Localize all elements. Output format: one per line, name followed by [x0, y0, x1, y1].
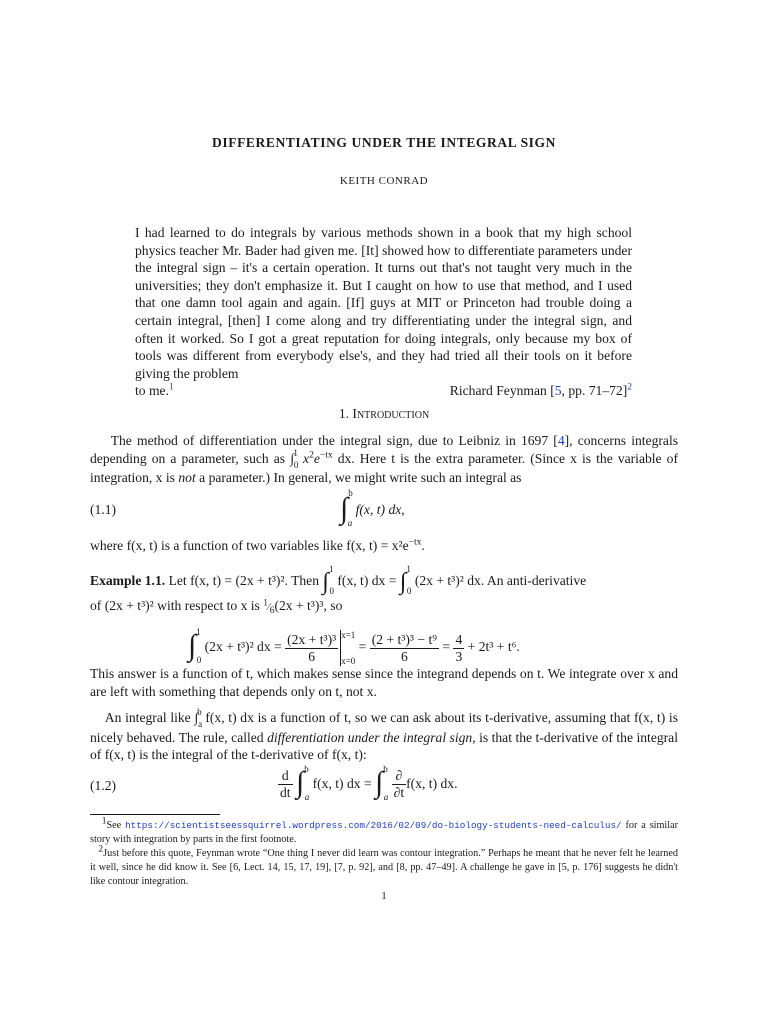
example-label: Example 1.1.: [90, 573, 166, 588]
epigraph-quote: [135, 224, 632, 400]
example-line-2: of (2x + t³)² with respect to x is $^1⁄_6(2x + t^3)^3$, so: [90, 598, 343, 616]
citation-5[interactable]: 5: [554, 383, 562, 399]
footnote-mark-1[interactable]: 1: [168, 382, 174, 393]
example-display-equation: ∫$^1_0$ (2x + t³)² dx = $\frac{\text{(2x + t³)³}}{6}$ x=1 x=0 = $\frac{\text{(2 + t³)³ − t⁹}}{6}$ = $\frac{4}{3}$ + 2t³ + t⁶.: [188, 627, 520, 666]
section-heading: 1. Introduction: [338, 406, 430, 421]
paper-title: DIFFERENTIATING UNDER THE INTEGRAL SIGN: [212, 135, 556, 150]
quote-end: to me.: [135, 383, 169, 399]
quote-attribution: Richard Feynman [5, pp. 71–72]$^2$: [449, 382, 632, 399]
equation-1-1: ∫$^b_a$ f(x, t) dx,: [340, 488, 405, 528]
quote-text: I had learned to do integrals by various methods shown in a book that my high school physics teacher Mr. Bader had given me. [It] showed how to differentiate parameters under the integral sign – it's a certain operation. It turns out that's not taught very much in the universities; they don't emphasize it. But I caught on how to use that method, and I used that one damn tool again and again. [If] guys at MIT or Princeton had trouble doing a certain integral, [then] I come along and try differentiating under the integral sign, and often it worked. So I got a great reputation for doing integrals, only because my box of tools was different from everybody else's, and they had tried all their tools on it before giving the problem: [135, 225, 632, 381]
footnote-url-link[interactable]: https://scientistseessquirrel.wordpress.com/2016/02/09/do-biology-students-need-calculus/: [125, 820, 622, 831]
example-note: This answer is a function of t, which makes sense since the integrand depends on t. We integrate over x and are left with something that depends only on t, not x.: [90, 666, 678, 699]
section-title: Introduction: [352, 406, 430, 421]
footnote-mark-2[interactable]: 2: [627, 382, 632, 393]
footnote-rule: [90, 814, 220, 815]
intro-paragraph: The method of differentiation under the integral sign, due to Leibniz in 1697 [4], concerns integrals depending on a parameter, such as $\int_0^1$ $x^2e^{-tx}$ dx. Here t is the extra parameter. (Since x is the variable of integration, x is not a parameter.) In general, we might write such an integral as: [90, 433, 679, 485]
author-name: KEITH CONRAD: [339, 175, 429, 187]
equation-1-2: $\frac{d}{dt}$ ∫$^b_a$ f(x, t) dx = ∫$^b_a$ $\frac{\partial}{\partial t}$ f(x, t) dx.: [280, 764, 458, 802]
equation-1-1-label: (1.1): [90, 502, 117, 517]
equation-1-2-label: (1.2): [90, 778, 117, 793]
rule-paragraph: An integral like $\int_a^b$ f(x, t) dx is a function of t, so we can ask about its t-derivative, assuming that f(x, t) is nicely behaved. The rule, called differentiation under the integral sign, is that the t-derivative of the integral of f(x, t) is the integral of the t-derivative of f(x, t):: [90, 707, 679, 762]
page-number: 1: [381, 890, 387, 902]
footnote-2: $^2$Just before this quote, Feynman wrote “One thing I never did learn was contour integration.” Perhaps he meant that he never felt he learned it well, since he did know it. See [6, Lect. 14, 15, 17, 19], [7, p. 92], and [8, pp. 47–49]. A challenge he gave in [5, p. 176] suggests he didn't like contour integration.: [90, 844, 678, 888]
para-f-definition: where f(x, t) is a function of two variables like f(x, $t) = x^2e^{-tx}$.: [90, 537, 425, 553]
example-1-1: Example 1.1. Let f(x, t) = (2x + t³)². Then ∫$^1_0$ f(x, t) dx = ∫$^1_0$ (2x + t³)² dx. An anti-derivative: [90, 564, 587, 596]
citation-4[interactable]: 4: [557, 433, 565, 448]
footnote-1: $^1$See https://scientistseessquirrel.wordpress.com/2016/02/09/do-biology-students-need-calculus/ for a similar story with integration by parts in the first footnote.: [90, 816, 678, 846]
quote-last-line: [135, 382, 632, 400]
